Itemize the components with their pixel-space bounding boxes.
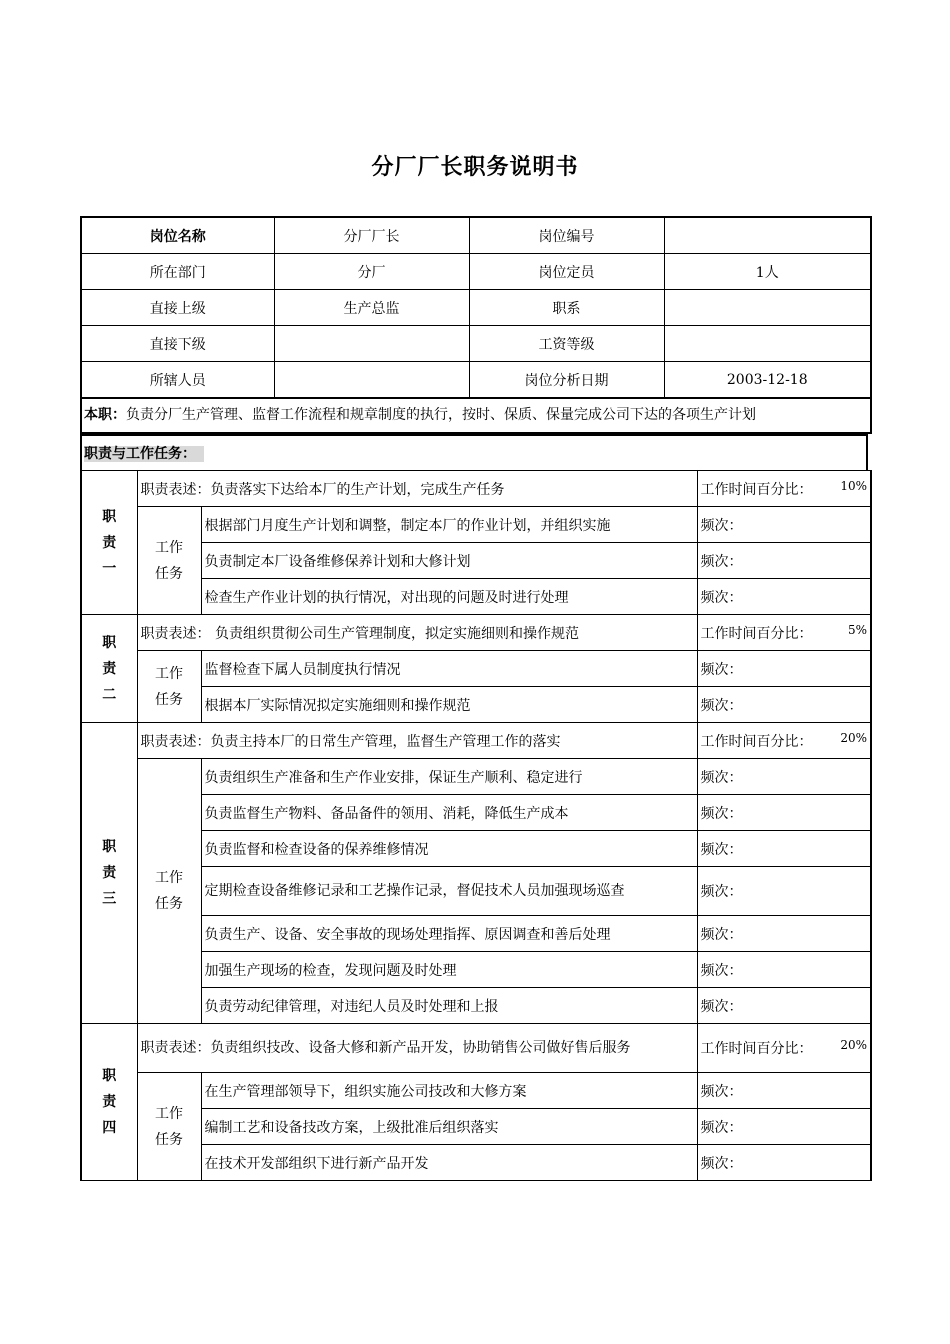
work-time-label: 工作时间百分比：: [700, 1041, 813, 1057]
task-frequency: 频次：: [697, 867, 871, 916]
duty-number-char: 责: [102, 534, 117, 551]
task-description: 监督检查下属人员制度执行情况: [201, 651, 697, 687]
duty-statement-row: [81, 615, 871, 651]
duty-statement: 职责表述：负责落实下达给本厂的生产计划，完成生产任务: [137, 471, 697, 507]
task-label: 任务: [155, 1131, 183, 1148]
duty-number-char: 四: [102, 1120, 117, 1136]
duty-number-char: 责: [102, 660, 117, 677]
info-value: 1人: [664, 254, 871, 290]
duty-number-char: 责: [102, 865, 117, 881]
duty-number-label: [81, 1024, 137, 1181]
work-time-value: 20%: [840, 730, 867, 745]
page-title: 分厂厂长职务说明书: [371, 155, 579, 180]
info-value: [664, 326, 871, 362]
work-time-value: 20%: [840, 1038, 867, 1052]
info-label: 所在部门: [81, 254, 274, 290]
work-task-label: [137, 1073, 201, 1181]
info-value: 分厂厂长: [274, 217, 469, 254]
work-time-label: 工作时间百分比：: [700, 733, 813, 750]
task-description: 根据部门月度生产计划和调整，制定本厂的作业计划，并组织实施: [201, 507, 697, 543]
duty-number-char: 二: [102, 686, 117, 703]
task-description: 负责生产、设备、安全事故的现场处理指挥、原因调查和善后处理: [201, 916, 697, 952]
info-value: [274, 362, 469, 399]
task-label: 任务: [155, 691, 183, 708]
work-time-percentage: [697, 723, 871, 759]
task-row: [81, 507, 871, 543]
work-time-percentage: [697, 1024, 871, 1073]
info-row: [81, 362, 871, 399]
info-value: 分厂: [274, 254, 469, 290]
task-description: 负责劳动纪律管理，对违纪人员及时处理和上报: [201, 988, 697, 1024]
work-task-label: [137, 651, 201, 723]
info-value: [664, 217, 871, 254]
task-frequency: 频次：: [697, 916, 871, 952]
task-frequency: 频次：: [697, 759, 871, 795]
duty-statement: 职责表述：负责组织技改、设备大修和新产品开发，协助销售公司做好售后服务: [137, 1024, 697, 1073]
duty-number-char: 职: [102, 634, 117, 651]
duty-statement-row: [81, 723, 871, 759]
work-time-value: 10%: [840, 478, 867, 493]
task-frequency: 频次：: [697, 651, 871, 687]
work-label: 工作: [155, 870, 183, 886]
task-row: [81, 759, 871, 795]
duty-number-char: 职: [102, 1068, 117, 1084]
task-description: 定期检查设备维修记录和工艺操作记录，督促技术人员加强现场巡查: [201, 867, 697, 916]
task-frequency: 频次：: [697, 507, 871, 543]
info-label: 工资等级: [469, 326, 664, 362]
info-row: [81, 326, 871, 362]
job-summary-text: 负责分厂生产管理、监督工作流程和规章制度的执行，按时、保质、保量完成公司下达的各项生产计划: [126, 407, 756, 423]
duty-number-char: 责: [102, 1094, 117, 1110]
task-description: 检查生产作业计划的执行情况，对出现的问题及时进行处理: [201, 579, 697, 615]
duty-statement-row: [81, 1024, 871, 1073]
duty-number-char: 三: [102, 891, 117, 907]
duty-number-label: [81, 471, 137, 615]
info-row: [81, 254, 871, 290]
work-task-label: [137, 507, 201, 615]
section-header-label: 职责与工作任务：: [84, 446, 204, 462]
info-value: [664, 290, 871, 326]
task-description: 负责制定本厂设备维修保养计划和大修计划: [201, 543, 697, 579]
work-label: 工作: [155, 665, 183, 682]
duty-number-label: [81, 723, 137, 1024]
duties-table: [80, 470, 872, 1181]
task-description: 编制工艺和设备技改方案，上级批准后组织落实: [201, 1109, 697, 1145]
info-value: 2003-12-18: [664, 362, 871, 399]
task-description: 在生产管理部领导下，组织实施公司技改和大修方案: [201, 1073, 697, 1109]
info-label: 岗位编号: [469, 217, 664, 254]
task-description: 根据本厂实际情况拟定实施细则和操作规范: [201, 687, 697, 723]
task-description: 负责组织生产准备和生产作业安排，保证生产顺利、稳定进行: [201, 759, 697, 795]
info-label: 岗位定员: [469, 254, 664, 290]
work-time-percentage: [697, 615, 871, 651]
task-frequency: 频次：: [697, 579, 871, 615]
work-task-label: [137, 759, 201, 1024]
info-label: 直接上级: [81, 290, 274, 326]
info-label: 岗位分析日期: [469, 362, 664, 399]
info-label: 岗位名称: [81, 217, 274, 254]
task-description: 负责监督生产物料、备品备件的领用、消耗，降低生产成本: [201, 795, 697, 831]
task-label: 任务: [155, 565, 183, 582]
position-info-table: [80, 216, 872, 399]
work-label: 工作: [155, 539, 183, 556]
job-summary-label: 本职：: [84, 407, 126, 423]
duty-number-char: 职: [102, 839, 117, 855]
task-label: 任务: [155, 896, 183, 912]
task-description: 加强生产现场的检查，发现问题及时处理: [201, 952, 697, 988]
work-time-value: 5%: [847, 622, 867, 637]
task-frequency: 频次：: [697, 795, 871, 831]
task-description: 负责监督和检查设备的保养维修情况: [201, 831, 697, 867]
info-label: 职系: [469, 290, 664, 326]
info-row: [81, 290, 871, 326]
job-summary: [80, 398, 872, 434]
duty-statement-row: [81, 471, 871, 507]
task-description: 在技术开发部组织下进行新产品开发: [201, 1145, 697, 1181]
work-time-label: 工作时间百分比：: [700, 481, 813, 498]
info-value: 生产总监: [274, 290, 469, 326]
section-header: [80, 434, 868, 470]
duty-number-char: 职: [102, 508, 117, 525]
info-row: [81, 217, 871, 254]
task-frequency: 频次：: [697, 543, 871, 579]
duty-statement: 职责表述：负责主持本厂的日常生产管理，监督生产管理工作的落实: [137, 723, 697, 759]
duty-statement: 职责表述： 负责组织贯彻公司生产管理制度，拟定实施细则和操作规范: [137, 615, 697, 651]
info-value: [274, 326, 469, 362]
task-row: [81, 651, 871, 687]
task-frequency: 频次：: [697, 988, 871, 1024]
work-time-percentage: [697, 471, 871, 507]
duty-number-label: [81, 615, 137, 723]
work-label: 工作: [155, 1105, 183, 1122]
info-label: 所辖人员: [81, 362, 274, 399]
duty-number-char: 一: [102, 560, 117, 577]
task-frequency: 频次：: [697, 1145, 871, 1181]
task-frequency: 频次：: [697, 1073, 871, 1109]
task-frequency: 频次：: [697, 952, 871, 988]
work-time-label: 工作时间百分比：: [700, 625, 813, 642]
task-frequency: 频次：: [697, 687, 871, 723]
info-label: 直接下级: [81, 326, 274, 362]
task-frequency: 频次：: [697, 1109, 871, 1145]
task-row: [81, 1073, 871, 1109]
task-frequency: 频次：: [697, 831, 871, 867]
